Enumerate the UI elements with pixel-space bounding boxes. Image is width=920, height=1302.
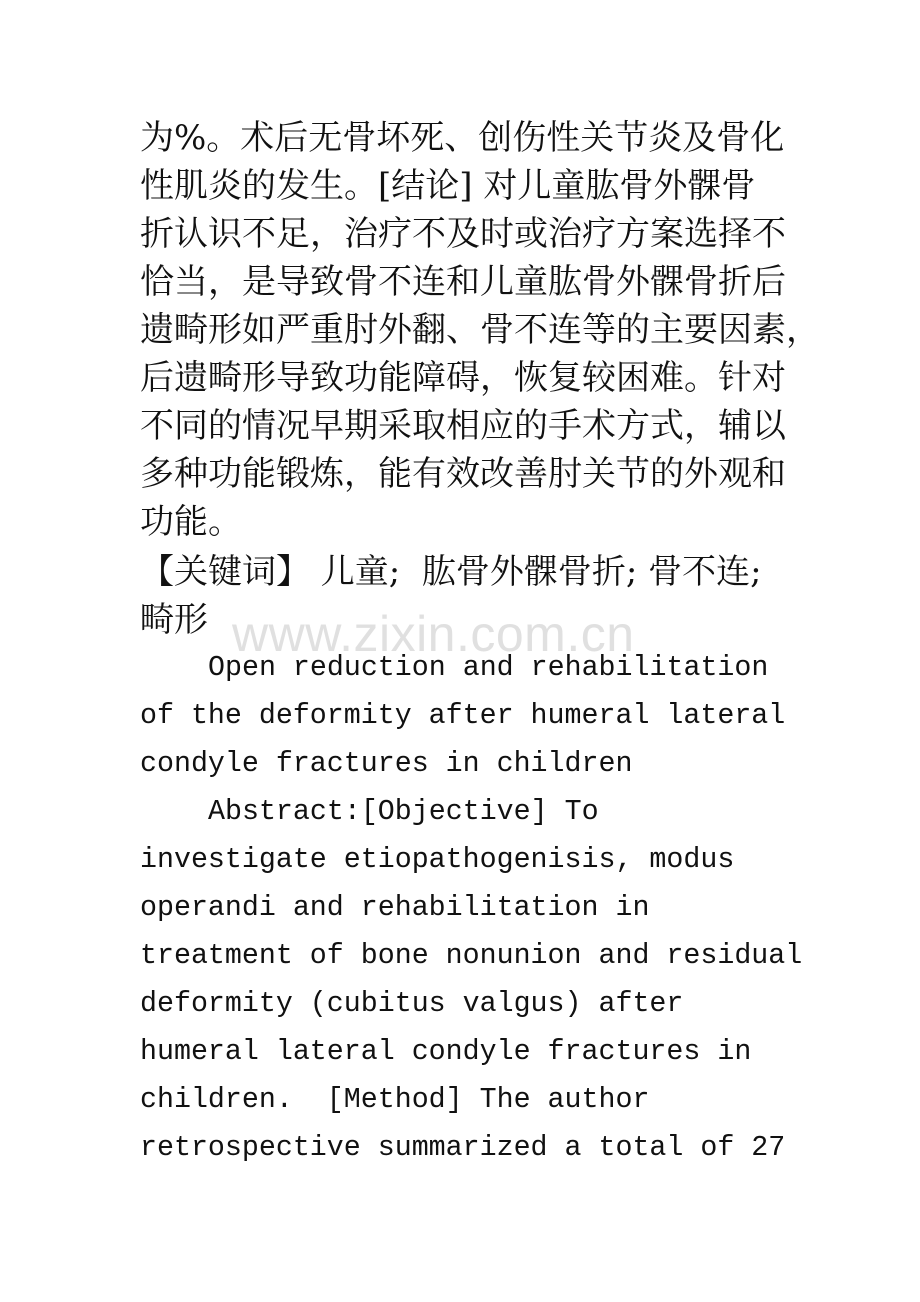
- english-title-line: condyle fractures in children: [140, 748, 633, 780]
- abstract-line: investigate etiopathogenisis, modus: [140, 844, 735, 876]
- abstract-line: treatment of bone nonunion and residual: [140, 940, 803, 972]
- chinese-text-line: 遗畸形如严重肘外翻、骨不连等的主要因素，: [140, 310, 820, 350]
- abstract-line: humeral lateral condyle fractures in: [140, 1036, 752, 1068]
- chinese-text-line: 功能。: [140, 502, 242, 542]
- abstract-line: retrospective summarized a total of 27: [140, 1132, 786, 1164]
- chinese-text-line: 性肌炎的发生。[结论] 对儿童肱骨外髁骨: [140, 166, 756, 206]
- abstract-line: deformity (cubitus valgus) after: [140, 988, 684, 1020]
- chinese-text-line: 多种功能锻炼，能有效改善肘关节的外观和: [140, 454, 786, 494]
- english-title-line: Open reduction and rehabilitation: [208, 652, 769, 684]
- chinese-text-line: 折认识不足，治疗不及时或治疗方案选择不: [140, 214, 786, 254]
- chinese-text-line: 恰当，是导致骨不连和儿童肱骨外髁骨折后: [140, 262, 786, 302]
- chinese-text-line: 不同的情况早期采取相应的手术方式，辅以: [140, 406, 786, 446]
- abstract-line: Abstract:[Objective] To: [208, 796, 599, 828]
- keywords-line: 【关键词】 儿童; 肱骨外髁骨折; 骨不连;: [140, 552, 762, 592]
- abstract-line: children. [Method] The author: [140, 1084, 650, 1116]
- watermark: www.zixin.com.cn: [232, 606, 635, 662]
- chinese-text-line: 后遗畸形导致功能障碍，恢复较困难。针对: [140, 358, 786, 398]
- keywords-line: 畸形: [140, 600, 208, 640]
- english-title-line: of the deformity after humeral lateral: [140, 700, 786, 732]
- abstract-line: operandi and rehabilitation in: [140, 892, 650, 924]
- chinese-text-line: 为%。术后无骨坏死、创伤性关节炎及骨化: [140, 118, 785, 158]
